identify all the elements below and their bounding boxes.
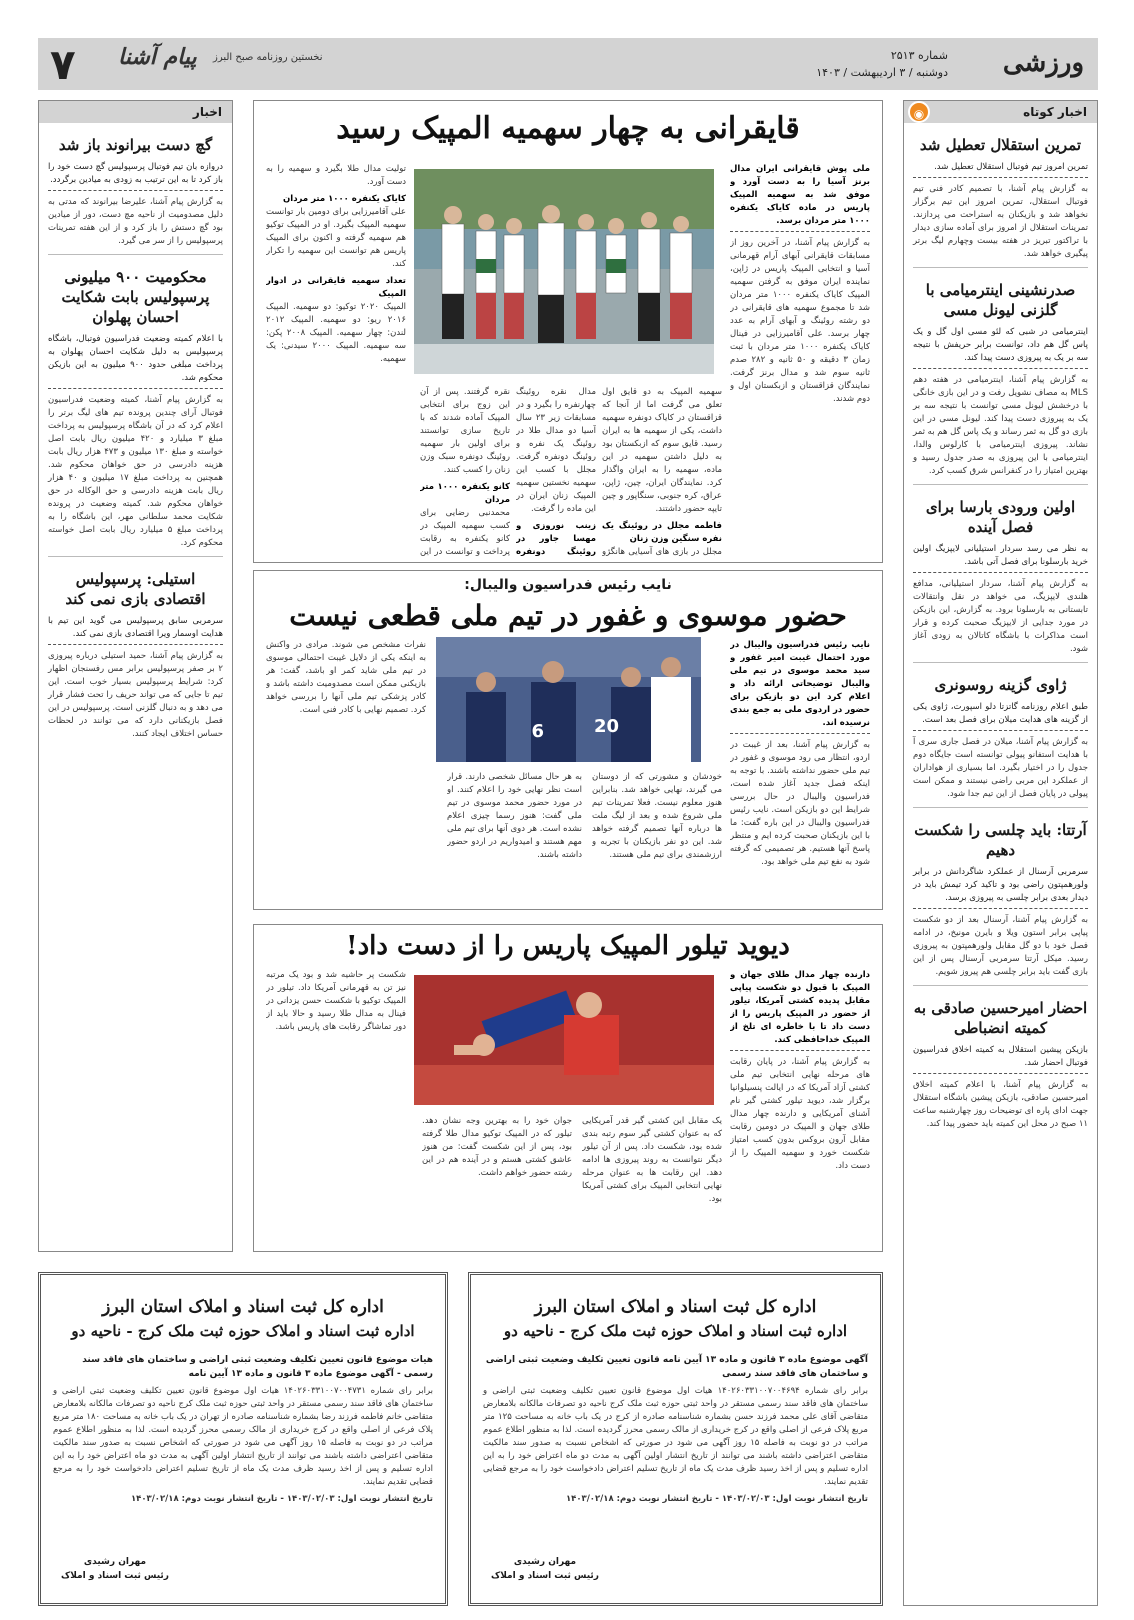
brief-title: تمرین استقلال تعطیل شد [919,136,1082,154]
wrestling-photo [414,975,714,1105]
brief-item [913,135,1088,261]
news-header-label: اخبار [192,105,222,119]
article-subhead: کایاک یکنفره ۱۰۰۰ متر مردان [283,194,406,204]
article-column [422,1115,572,1245]
photo-illustration [414,169,714,374]
notice-dates: تاریخ انتشار نوبت اول: ۱۴۰۳/۰۲/۰۳ - تاریخ انتشار نوبت دوم: ۱۴۰۳/۰۲/۱۸ [130,1494,433,1504]
photo-illustration [436,637,701,762]
brief-body: به گزارش پیام آشنا، آرسنال بعد از دو شکست پیاپی برابر استون ویلا و بایرن مونیخ، در ادامه فصل خود با دو گل مقابل ولورهمپتون به پیروزی رسید. میکل آرتتا سرمربی آرسنال پس از این بازی گفت باید برابر چلسی هم پیروز شویم. [913,915,1088,977]
news-item [48,267,223,550]
notice-heading: آگهی موضوع ماده ۳ قانون و ماده ۱۳ آیین نامه قانون تعیین تکلیف وضعیت ثبتی اراضی و ساختمان های فاقد سند رسمی [485,1355,868,1379]
article-column [516,386,596,556]
svg-text:20: 20 [593,716,619,737]
article-column [730,969,870,1244]
article-text: نفرات مشخص می شوند. مرادی در واکنش به اینکه یکی از دلایل غیبت احتمالی موسوی در تیم ملی شاید کمر او باشد، گفت: هر بازیکنی ممکن است مصدومیت داشته باشد و کادر پزشکی تیم ملی آنها را بررسی خواهد کرد. تصمیم نهایی با کادر فنی است. [266,640,426,715]
article-text: جوان خود را به بهترین وجه نشان دهد. تیلور که در المپیک توکیو مدال طلا گرفته بود، پس از این شکست گفت: من هنوز عاشق کشتی هستم و در آینده هم در این رشته حضور خواهم داشت. [422,1116,572,1178]
article-column [266,969,406,1244]
section-title: ورزشی [1002,48,1084,78]
notice-subtitle: اداره ثبت اسناد و املاک حوزه ثبت ملک کرج - ناحیه دو [503,1322,848,1340]
news-title: گچ دست بیرانوند باز شد [58,136,213,154]
issue-number: شماره ۲۵۱۳ [890,49,948,62]
divider [913,985,1088,986]
news-title: استیلی: پرسپولیس اقتصادی بازی نمی کند [65,570,206,608]
article-text: سهمیه المپیک به دو قایق اول تعلق می گرفت اما از آنجا که قزاقستان در کایاک دونفره سهمیه داشت، یکی از سهمیه ها به ایران رسید. قایق سوم که ازبکستان بود به دلیل داشتن سهمیه در این ماده، سهمیه را به ایران واگذار کرد. نمایندگان ایران، چین، ژاپن، عراق، کره جنوبی، سنگاپور و چین تایپه حضور داشتند. [602,387,722,514]
article-text: به گزارش پیام آشنا، در آخرین روز از مسابقات قایقرانی آبهای آرام قهرمانی آسیا و انتخابی المپیک پاریس در ژاپن، نماینده ایران موفق به گرفتن سهمیه المپیک کایاک یکنفره ۱۰۰۰ متر مردان شد تا مجموع سهمیه های قایقرانی در دو رشته روئینگ و آبهای آرام به عدد چهار برسد. علی آقامیرزایی در فینال کایاک یکنفره ۱۰۰۰ متر مردان با ثبت زمان ۳ دقیقه و ۵۰ ثانیه و ۲۸۲ صدم ثانیه سوم شد و مدال برنز گرفت. نمایندگان قزاقستان و ازبکستان اول و دوم شدند. [730,238,870,404]
brief-item [913,497,1088,656]
notice-dates: تاریخ انتشار نوبت اول: ۱۴۰۳/۰۲/۰۳ - تاریخ انتشار نوبت دوم: ۱۴۰۳/۰۲/۱۸ [565,1494,868,1504]
news-lead: با اعلام کمیته وضعیت فدراسیون فوتبال، باشگاه پرسپولیس به دلیل شکایت احسان پهلوان به پرداخت مبلغی حدود ۹۰۰ میلیون به این بازیکن محکوم شد. [48,333,223,389]
divider [913,662,1088,663]
brief-title: احضار امیرحسین صادقی به کمیته انضباطی [913,999,1088,1037]
article-headline: دیوید تیلور المپیک پاریس را از دست داد! [346,931,790,961]
news-column [38,100,233,1252]
brief-body: به گزارش پیام آشنا، اینترمیامی در هفته دهم MLS به مصاف نشویل رفت و در این بازی خانگی با درخشش لیونل مسی توانست با نتیجه سه بر یک به پیروزی دست پیدا کند. لیونل مسی در این بازی دو گل به ثمر رساند و یک پاس گل هم به ثمر نشاند. پیروزی اینترمیامی با کارلوس والدا، اینترمیامی با این پیروزی به صدر جدول رسید و بهترین امتیاز را در کنفرانس شرق کسب کرد. [913,375,1088,476]
news-lead: دروازه بان تیم فوتبال پرسپولیس گچ دست خود را باز کرد تا به این ترتیب به زودی به میادین برگردد. [48,161,223,191]
article-text: خودشان و مشورتی که از دوستان می گیرند، نهایی خواهد شد. بنابراین هنوز معلوم نیست. فعلا تمرینات تیم ملی شروع شده و بعد از لیگ ملت ها درباره آنها تصمیم گرفته خواهد شد. این دو نفر بازیکنان با تجربه و ارزشمندی برای تیم ملی هستند. [592,772,722,860]
article-text: مدال نقره روئینگ چهارنفره را بگیرد و در مسابقات زیر ۲۳ سال آسیا دو مدال طلا در روئینگ یک نفره و روئینگ دونفره گرفت. مجلل با کسب این سهمیه نخستین سهمیه المپیک زنان ایران در این ماده را گرفت. [516,387,596,514]
notice-heading: هیات موضوع قانون تعیین تکلیف وضعیت ثبتی اراضی و ساختمان های فاقد سند رسمی - آگهی موضوع ماده ۳ قانون و ماده ۱۳ آیین نامه [82,1355,433,1379]
article-text: علی آقامیرزایی برای دومین بار توانست سهمیه المپیک بگیرد. او در المپیک توکیو هم سهمیه گرفته و اکنون برای المپیک پاریس هم توانست این سهمیه را تکرار کند. [266,207,406,269]
article-column [582,1115,722,1245]
divider [913,807,1088,808]
article-headline: حضور موسوی و غفور در تیم ملی قطعی نیست [289,599,847,632]
article-column [602,386,722,556]
brief-lead: بازیکن پیشین استقلال به کمیته اخلاق فدراسیون فوتبال احضار شد. [913,1044,1088,1074]
article-column [730,163,870,553]
notice-body: برابر رای شماره ۱۴۰۲۶۰۳۳۱۰۰۷۰۰۴۶۹۴ هیات اول موضوع قانون تعیین تکلیف وضعیت ثبتی اراضی و ساختمان های فاقد سند رسمی مستقر در واحد ثبتی حوزه ثبت ملک کرج ناحیه دو تصرفات مالکانه بلامعارض متقاضی آقای علی محمد فرزند حسن بشماره شناسنامه صادره از کرج در یک باب خانه به مساحت ۱۲۵ متر مربع پلاک فرعی از اصلی واقع در کرج خریداری از مالک رسمی محرز گردیده است. لذا به منظور اطلاع عموم مراتب در دو نوبت به فاصله ۱۵ روز آگهی می شود در صورتی که اشخاص نسبت به صدور سند مالکیت متقاضی اعتراضی داشته باشند می توانند از تاریخ انتشار اولین آگهی به مدت دو ماه اعتراض خود را به این اداره تسلیم و پس از اخذ رسید ظرف مدت یک ماه از تاریخ تسلیم اعتراض دادخواست خود را به مرجع قضایی تقدیم نمایند. [483,1386,868,1487]
signer-role: رئیس ثبت اسناد و املاک [61,1571,169,1581]
short-news-header [904,101,1097,123]
masthead [38,38,1098,90]
issue-info [816,47,948,81]
brief-title: صدرنشینی اینترمیامی با گلزنی لیونل مسی [925,281,1076,319]
article-text: تولیت مدال طلا بگیرد و سهمیه را به دست آورد. [266,164,406,187]
article-text: شکست پر حاشیه شد و بود یک مرتبه نیز تن به قهرمانی آمریکا داد. تیلور در المپیک توکیو با شکست حسن یزدانی در فینال به مدال طلا رسید و حالا باید از دور تماشاگر رقابت های پاریس باشد. [266,970,406,1032]
divider [48,556,223,557]
article-column [730,639,870,901]
article-text: به هر حال مسائل شخصی دارند. قرار است نظر نهایی خود را اعلام کنند. او در مورد حضور محمد موسوی در تیم ملی گفت: هنوز رسما چیزی اعلام نشده است. هر دوی آنها برای تیم ملی مهم هستند و امیدواریم در اردو حضور داشته باشند. [447,772,582,860]
short-news-header-label: اخبار کوتاه [1023,105,1087,119]
article-column [592,771,722,901]
news-body: به گزارش پیام آشنا، حمید استیلی درباره پیروزی ۲ بر صفر پرسپولیس برابر مس رفسنجان اظهار کرد: شرایط پرسپولیس بسیار خوب است. این تیم تا جایی که می تواند حریف را تحت فشار قرار می دهد و به دنبال گلزنی است. پرسپولیس در این فصل بازیکنانی دارد که می توانند در لحظات حساس اختلاف ایجاد کنند. [48,651,223,739]
volleyball-photo [436,637,701,762]
article-headline: قایقرانی به چهار سهمیه المپیک رسید [336,111,800,146]
brief-title: اولین ورودی بارسا برای فصل آینده [925,498,1076,536]
rowing-team-photo [414,169,714,374]
divider [913,267,1088,268]
svg-text:6: 6 [531,721,544,742]
brief-item [913,675,1088,801]
brief-title: ژاوی گزینه روسونری [934,676,1067,694]
brief-lead: به نظر می رسد سردار استیلیانی لایپزیگ اولین خرید بارسلونا برای فصل آتی باشد. [913,543,1088,573]
article-subhead: فاطمه مجلل در روئینگ یک نفره سنگین وزن زنان [602,521,722,544]
short-news-column [903,100,1098,1606]
news-title: محکومیت ۹۰۰ میلیونی پرسپولیس بابت شکایت احسان پهلوان [61,268,210,326]
rss-icon: ◉ [908,101,930,123]
article-kicker: نایب رئیس فدراسیون والیبال: [464,577,672,593]
brief-title: آرتتا: باید چلسی را شکست دهیم [914,821,1087,859]
wrestling-article [253,924,883,1252]
notice-subtitle: اداره ثبت اسناد و املاک حوزه ثبت ملک کرج - ناحیه دو [71,1322,415,1340]
brief-item [913,820,1088,979]
article-caption: نایب رئیس فدراسیون والیبال در مورد احتمال غیبت امیر غفور و سید محمد موسوی در تیم ملی والیبال توضیحاتی ارائه داد و اعلام کرد این دو بازیکن برای حضور در اردوی ملی به جمع بندی نرسیده اند. [730,639,870,734]
article-column [447,771,582,901]
news-item [48,135,223,248]
news-lead: سرمربی سابق پرسپولیس می گوید این تیم با هدایت اوسمار ویرا اقتصادی بازی نمی کند. [48,615,223,645]
brief-lead: سرمربی آرسنال از عملکرد شاگردانش در برابر ولورهمپتون راضی بود و تاکید کرد تیمش باید در دیدار بعدی برابر چلسی به پیروزی برسد. [913,866,1088,909]
notice-signature [491,1555,599,1583]
issue-date: دوشنبه / ۳ اردیبهشت / ۱۴۰۳ [816,66,948,79]
brief-lead: اینترمیامی در شبی که لئو مسی اول گل و یک پاس گل هم داد، توانست برابر حریفش با نتیجه سه بر یک به پیروزی دست پیدا کند. [913,326,1088,369]
brief-item [913,280,1088,478]
newspaper-logo: پیام آشنا [118,44,197,70]
news-item [48,569,223,741]
article-column [266,639,426,901]
article-caption: ملی پوش قایقرانی ایران مدال برنز آسیا را به دست آورد و موفق شد به سهمیه المپیک پاریس در ماده کایاک یکنفره ۱۰۰۰ متر مردان برسد. [730,163,870,232]
photo-illustration [414,975,714,1105]
article-text: مجلل در بازی های آسیایی هانگژو [602,547,722,556]
article-caption: دارنده چهار مدال طلای جهان و المپیک با قبول دو شکست پیاپی مقابل پدیده کشتی آمریکا، تیلور از حضور در المپیک پاریس را از دست داد تا با خاطره ای تلخ از المپیک خداحافظی کند. [730,969,870,1051]
notice-body: برابر رای شماره ۱۴۰۲۶۰۳۳۱۰۰۷۰۰۴۷۳۱ هیات اول موضوع قانون تعیین تکلیف وضعیت ثبتی اراضی و ساختمان های فاقد سند رسمی مستقر در واحد ثبتی حوزه ثبت ملک کرج ناحیه دو تصرفات مالکانه بلامعارض متقاضی خانم فاطمه فرزند رضا بشماره شناسنامه صادره از تهران در یک باب خانه به مساحت ۱۸۰ متر مربع پلاک فرعی از اصلی واقع در کرج خریداری از مالک رسمی محرز گردیده است. لذا به منظور اطلاع عموم مراتب در دو نوبت به فاصله ۱۵ روز آگهی می شود در صورتی که اشخاص نسبت به صدور سند مالکیت متقاضی اعتراضی داشته باشند می توانند از تاریخ انتشار اولین آگهی به مدت دو ماه اعتراض خود را به این اداره تسلیم و پس از اخذ رسید ظرف مدت یک ماه از تاریخ تسلیم اعتراض دادخواست خود را به مرجع قضایی تقدیم نمایند. [53,1386,433,1487]
article-text: یک مقابل این کشتی گیر قدر آمریکایی که به عنوان کشتی گیر سوم رتبه بندی شده بود، شکست داد. پس از آن تیلور دیگر نتوانست به روند پیروزی ها ادامه دهد. این رقابت ها به عنوان مرحله نهایی انتخابی المپیک برای کشتی آمریکا بود. [582,1116,722,1204]
brief-body: به گزارش پیام آشنا، سردار استیلیانی، مدافع هلندی لایپزیگ، می خواهد در نقل وانتقالات تابستانی به بارسلونا برود. به گزارش، این بازیکن در مورد جدایی از لایپزیگ صحبت کرده و قرار است مذاکرات با باشگاه کاتالان به زودی آغاز شود. [913,579,1088,654]
news-body: به گزارش پیام آشنا، علیرضا بیرانوند که مدتی به دلیل مصدومیت از ناحیه مچ دست، دور از میادین بود گچ دستش را باز کرد و از این هفته تمرینات پرسپولیس را از سر می گیرد. [48,197,223,246]
article-column [420,386,510,556]
article-column [266,163,406,553]
page-number: ۷ [50,40,76,89]
notice-title: اداره کل ثبت اسناد و املاک استان البرز [534,1297,817,1317]
article-subhead: تعداد سهمیه قایقرانی در ادوار المپیک [266,276,406,299]
notice-title: اداره کل ثبت اسناد و املاک استان البرز [102,1297,384,1317]
notice-signature [61,1555,169,1583]
divider [48,254,223,255]
article-subhead: کانو یکنفره ۱۰۰۰ متر مردان [420,482,510,505]
newspaper-tagline: نخستین روزنامه صبح البرز [213,52,323,63]
legal-notice [38,1272,448,1606]
article-text: المپیک ۲۰۲۰ توکیو: دو سهمیه. المپیک ۲۰۱۶ ریو: دو سهمیه. المپیک ۲۰۱۲ لندن: چهار سهمیه. المپیک ۲۰۰۸ پکن: سه سهمیه. المپیک ۲۰۰۰ سیدنی: یک سهمیه. [266,302,406,364]
divider [913,484,1088,485]
rowing-article [253,100,883,563]
article-text: به گزارش پیام آشنا، در پایان رقابت های مرحله نهایی انتخابی تیم ملی کشتی آزاد آمریکا که در ایالت پنسیلوانیا برگزار شد، دیوید تیلور کشتی گیر نام آشنای آمریکایی و دارنده چهار مدال طلای جهان و المپیک در دومین رقابت مقابل آرون بروکس بدون کسب امتیاز شکست خورد و سهمیه المپیک را از دست داد. [730,1057,870,1171]
brief-lead: طبق اعلام روزنامه گاتزتا دلو اسپورت، ژاوی یکی از گزینه های هدایت میلان برای فصل بعد است. [913,701,1088,731]
signer-name: مهران رشیدی [513,1557,577,1567]
brief-body: به گزارش پیام آشنا، میلان در فصل جاری سری آ با هدایت استفانو پیولی توانسته است جایگاه دوم جدول را در اختیار بگیرد. اما بسیاری از هواداران از عملکرد این مربی راضی نیستند و ممکن است پیولی در پایان فصل از این تیم جدا شود. [913,737,1088,799]
article-text: به گزارش پیام آشنا، بعد از غیبت در اردو، انتظار می رود موسوی و غفور در تیم ملی حضور نداشته باشند. با توجه به اینکه فصل جدید آغاز شده است، فدراسیون والیبال در حال بررسی شرایط این دو بازیکن است. نایب رئیس فدراسیون والیبال در این باره گفت: ما با این بازیکنان صحبت کرده ایم و منتظر پاسخ آنها هستیم. هر تصمیمی که گرفته شود به نفع تیم ملی خواهد بود. [730,740,870,867]
brief-item [913,998,1088,1131]
brief-lead: تمرین امروز تیم فوتبال استقلال تعطیل شد. [913,161,1088,178]
brief-body: به گزارش پیام آشنا، با تصمیم کادر فنی تیم فوتبال استقلال، تمرین امروز این تیم برگزار نخواهد شد و بازیکنان به استراحت می پردازند. تمرینات استقلال از امروز برای آماده سازی دیدار با تراکتور تبریز در هفته بیست وچهارم لیگ برتر پیگیری خواهد شد. [913,184,1088,259]
volleyball-article [253,570,883,910]
brief-body: به گزارش پیام آشنا، با اعلام کمیته اخلاق امیرحسین صادقی، بازیکن پیشین باشگاه استقلال جهت ادای پاره ای توضیحات روز چهارشنبه ساعت ۱۱ صبح در محل این کمیته باید حضور پیدا کند. [913,1080,1088,1129]
signer-role: رئیس ثبت اسناد و املاک [491,1571,599,1581]
article-text: نقره گرفتند. پس از آن این زوج برای انتخابی المپیک آماده شدند که با تاریخ سازی توانستند برای اولین بار سهمیه روئینگ دونفره سبک وزن زنان را کسب کنند. [420,387,510,475]
news-header [39,101,232,123]
signer-name: مهران رشیدی [83,1557,147,1567]
article-subhead: زینب نوروزی و مهسا جاور در روئینگ دونفره [516,521,596,556]
news-body: به گزارش پیام آشنا، کمیته وضعیت فدراسیون فوتبال آرای چندین پرونده تیم های لیگ برتر را اعلام کرد که در آن باشگاه پرسپولیس به پرداخت مبلغ ۳ میلیارد و ۴۲۰ میلیون ریال بابت اصل خواسته و مبلغ ۱۳۰ میلیون و ۴۷۳ هزار ریال بابت هزینه دادرسی در حق خواهان محکوم شد. همچنین به پرداخت مبلغ ۱۷ میلیون و ۴۰ هزار ریال بابت هزینه دادرسی و حق الوکاله در حق خواهان محکوم شد. کمیته وضعیت در پرونده شکایت محمد سلطانی مهر، این باشگاه را به پرداخت مبلغ ۵ میلیارد ریال بابت اصل خواسته محکوم کرد. [48,395,224,548]
article-text: محمدنبی رضایی برای کسب سهمیه المپیک در کانو یکنفره به رقابت پرداخت و توانست در این [420,508,510,556]
legal-notice [468,1272,883,1606]
